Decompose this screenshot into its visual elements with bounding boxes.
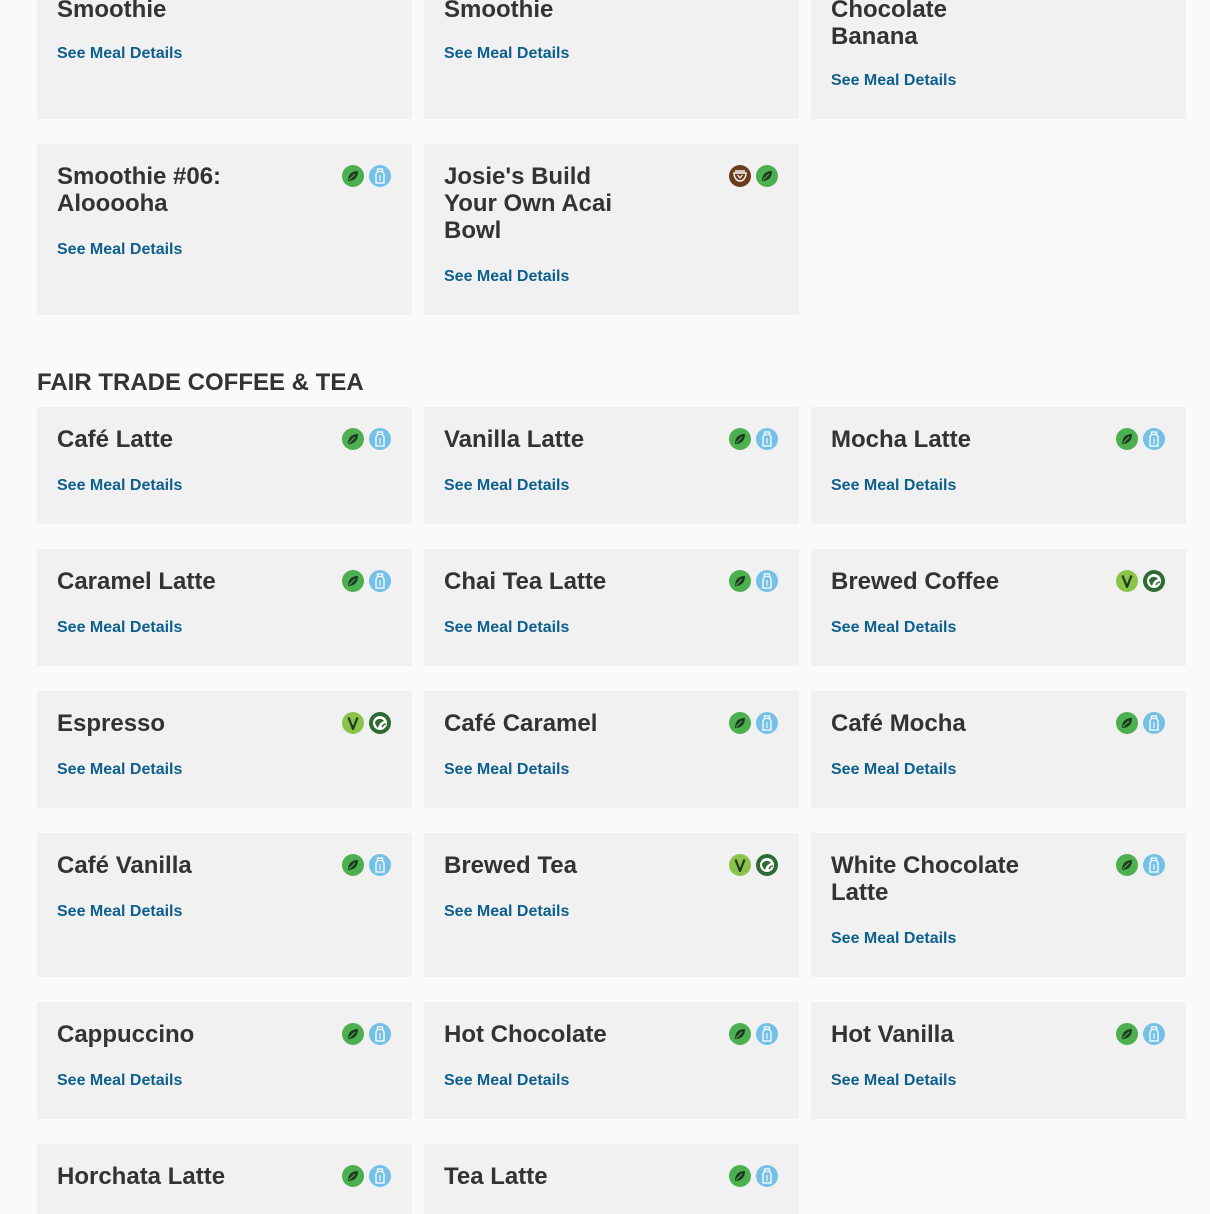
meal-card xyxy=(37,691,412,808)
meal-card xyxy=(37,549,412,666)
see-meal-details-link[interactable]: See Meal Details xyxy=(444,619,570,636)
meal-card xyxy=(811,0,1186,119)
vegetarian-icon xyxy=(1115,1022,1139,1046)
see-meal-details-link[interactable]: See Meal Details xyxy=(831,477,957,494)
diet-icons xyxy=(341,853,392,877)
meal-card xyxy=(37,1144,412,1214)
diet-icons xyxy=(728,427,779,451)
see-meal-details-link[interactable]: See Meal Details xyxy=(444,761,570,778)
see-meal-details-link[interactable]: See Meal Details xyxy=(57,477,183,494)
dairy-icon xyxy=(368,427,392,451)
meal-title: Vanilla Latte xyxy=(444,426,585,453)
dairy-icon xyxy=(368,1022,392,1046)
dairy-icon xyxy=(368,1164,392,1188)
meal-title: Cappuccino xyxy=(57,1021,195,1048)
meal-card xyxy=(424,833,799,977)
section-title: FAIR TRADE COFFEE & TEA xyxy=(37,369,364,396)
meal-card xyxy=(811,549,1186,666)
meal-title: Café Caramel xyxy=(444,710,598,737)
see-meal-details-link[interactable]: See Meal Details xyxy=(57,45,183,62)
meal-card xyxy=(424,1002,799,1119)
diet-icons xyxy=(728,164,779,188)
vegetarian-icon xyxy=(728,1022,752,1046)
meal-title: Chocolate Banana xyxy=(831,0,948,50)
diet-icons xyxy=(728,853,779,877)
vegetarian-icon xyxy=(728,711,752,735)
meal-title: Caramel Latte xyxy=(57,568,216,595)
diet-icons xyxy=(341,569,392,593)
meal-card xyxy=(811,833,1186,977)
vegetarian-icon xyxy=(1115,711,1139,735)
vegan-icon xyxy=(1115,569,1139,593)
meal-title: Smoothie #06: Alooooha xyxy=(57,163,222,217)
see-meal-details-link[interactable]: See Meal Details xyxy=(57,241,183,258)
vegetarian-icon xyxy=(1115,427,1139,451)
see-meal-details-link[interactable]: See Meal Details xyxy=(831,930,957,947)
diet-icons xyxy=(1115,427,1166,451)
vegetarian-icon xyxy=(341,853,365,877)
see-meal-details-link[interactable]: See Meal Details xyxy=(444,477,570,494)
vegetarian-icon xyxy=(341,1164,365,1188)
fair-trade-icon xyxy=(1142,569,1166,593)
meal-title: Hot Chocolate xyxy=(444,1021,607,1048)
meal-title: Smoothie xyxy=(57,0,167,23)
diet-icons xyxy=(728,1022,779,1046)
dairy-icon xyxy=(368,853,392,877)
vegetarian-icon xyxy=(728,569,752,593)
see-meal-details-link[interactable]: See Meal Details xyxy=(444,45,570,62)
dairy-icon xyxy=(368,569,392,593)
meal-title: Brewed Tea xyxy=(444,852,577,879)
meal-card xyxy=(424,1144,799,1214)
dairy-icon xyxy=(755,711,779,735)
dairy-icon xyxy=(755,1164,779,1188)
meal-title: Café Latte xyxy=(57,426,174,453)
meal-card xyxy=(424,549,799,666)
meal-title: Josie's Build Your Own Acai Bowl xyxy=(444,163,613,244)
meal-card xyxy=(37,144,412,315)
vegetarian-icon xyxy=(755,164,779,188)
meal-card xyxy=(37,0,412,119)
see-meal-details-link[interactable]: See Meal Details xyxy=(831,761,957,778)
vegetarian-icon xyxy=(1115,853,1139,877)
see-meal-details-link[interactable]: See Meal Details xyxy=(444,268,570,285)
meal-card xyxy=(424,144,799,315)
meal-card xyxy=(811,1002,1186,1119)
meal-card xyxy=(424,691,799,808)
fair-trade-icon xyxy=(368,711,392,735)
meal-card xyxy=(37,833,412,977)
see-meal-details-link[interactable]: See Meal Details xyxy=(831,619,957,636)
vegetarian-icon xyxy=(341,1022,365,1046)
see-meal-details-link[interactable]: See Meal Details xyxy=(57,619,183,636)
dairy-icon xyxy=(368,164,392,188)
meal-title: Café Mocha xyxy=(831,710,966,737)
diet-icons xyxy=(341,1164,392,1188)
meal-card xyxy=(811,691,1186,808)
meal-title: Horchata Latte xyxy=(57,1163,226,1190)
diet-icons xyxy=(341,711,392,735)
vegan-icon xyxy=(341,711,365,735)
meal-title: Smoothie xyxy=(444,0,554,23)
vegetarian-icon xyxy=(728,427,752,451)
dairy-icon xyxy=(1142,1022,1166,1046)
meal-title: Espresso xyxy=(57,710,166,737)
meal-card xyxy=(424,0,799,119)
gluten-icon xyxy=(728,164,752,188)
dairy-icon xyxy=(755,569,779,593)
diet-icons xyxy=(341,1022,392,1046)
vegetarian-icon xyxy=(341,427,365,451)
diet-icons xyxy=(728,569,779,593)
meal-title: Mocha Latte xyxy=(831,426,972,453)
dairy-icon xyxy=(755,1022,779,1046)
diet-icons xyxy=(1115,711,1166,735)
diet-icons xyxy=(1115,853,1166,877)
meal-card xyxy=(811,407,1186,524)
diet-icons xyxy=(728,1164,779,1188)
meal-card xyxy=(37,1002,412,1119)
vegetarian-icon xyxy=(728,1164,752,1188)
diet-icons xyxy=(1115,1022,1166,1046)
diet-icons xyxy=(341,164,392,188)
fair-trade-icon xyxy=(755,853,779,877)
meal-title: Tea Latte xyxy=(444,1163,548,1190)
diet-icons xyxy=(728,711,779,735)
dairy-icon xyxy=(1142,427,1166,451)
vegan-icon xyxy=(728,853,752,877)
see-meal-details-link[interactable]: See Meal Details xyxy=(831,72,957,89)
see-meal-details-link[interactable]: See Meal Details xyxy=(831,1072,957,1089)
diet-icons xyxy=(341,427,392,451)
see-meal-details-link[interactable]: See Meal Details xyxy=(57,1072,183,1089)
meal-title: Hot Vanilla xyxy=(831,1021,954,1048)
dairy-icon xyxy=(1142,853,1166,877)
see-meal-details-link[interactable]: See Meal Details xyxy=(444,1072,570,1089)
meal-title: White Chocolate Latte xyxy=(831,852,1020,906)
see-meal-details-link[interactable]: See Meal Details xyxy=(444,903,570,920)
diet-icons xyxy=(1115,569,1166,593)
vegetarian-icon xyxy=(341,164,365,188)
meal-title: Café Vanilla xyxy=(57,852,192,879)
dairy-icon xyxy=(755,427,779,451)
see-meal-details-link[interactable]: See Meal Details xyxy=(57,903,183,920)
meal-title: Chai Tea Latte xyxy=(444,568,607,595)
meal-card xyxy=(424,407,799,524)
dairy-icon xyxy=(1142,711,1166,735)
vegetarian-icon xyxy=(341,569,365,593)
meal-title: Brewed Coffee xyxy=(831,568,1000,595)
meal-card xyxy=(37,407,412,524)
see-meal-details-link[interactable]: See Meal Details xyxy=(57,761,183,778)
